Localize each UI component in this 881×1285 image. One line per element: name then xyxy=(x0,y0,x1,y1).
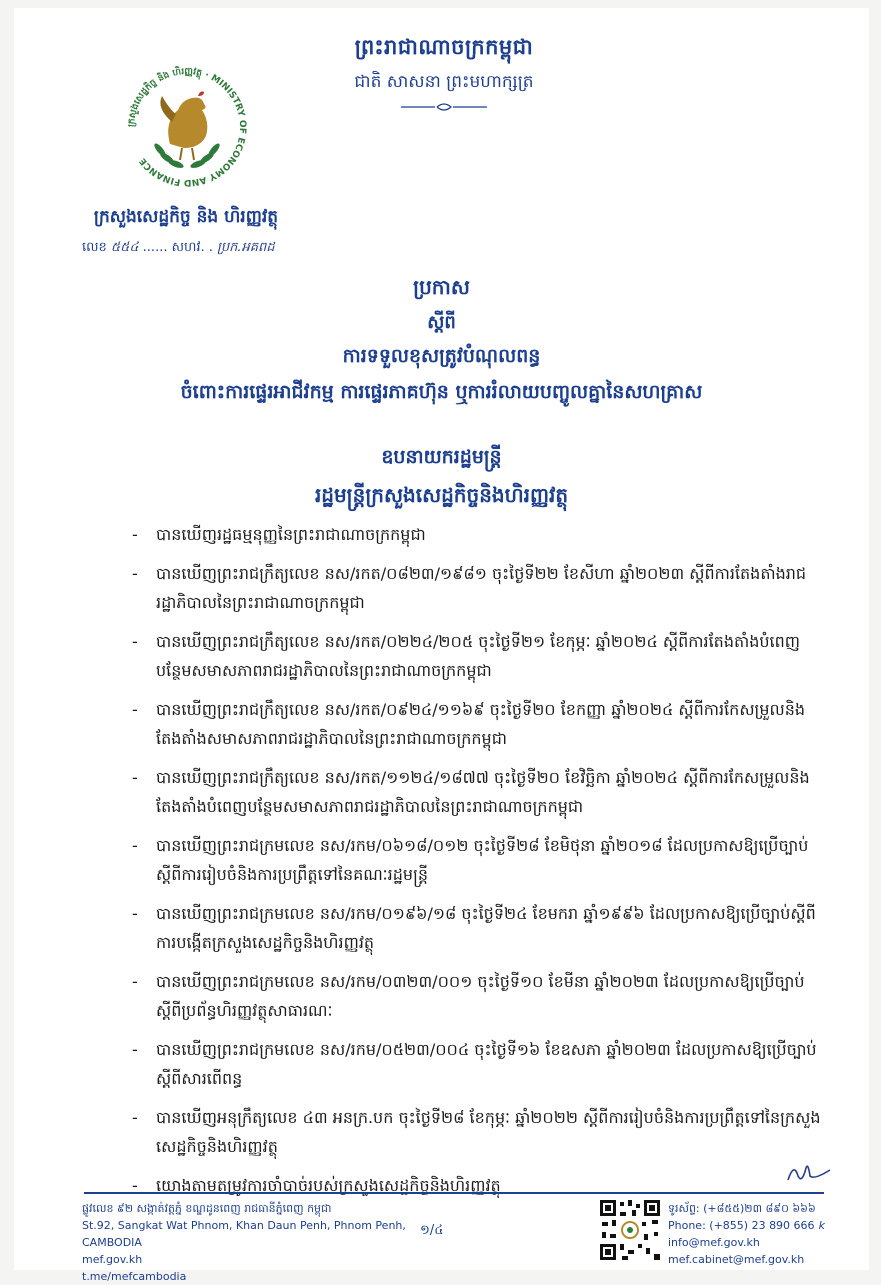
rooster-icon xyxy=(160,92,207,161)
address-english: St.92, Sangkat Wat Phnom, Khan Daun Penh, Phnom Penh, CAMBODIA xyxy=(82,1219,406,1249)
list-item: - បានឃើញព្រះរាជក្រមលេខ នស/រកម/០១៩៦/១៨ ចុះថ្ងៃទី២៤ ខែមករា ឆ្នាំ១៩៩៦ ដែលប្រកាសឱ្យប្រើច្បាប់ស្ដីពីការបង្កើតក្រសួងសេដ្ឋកិច្ចនិងហិរញ្ញវត្ថុ xyxy=(132,904,816,952)
phone-english: Phone: (+855) 23 890 666 xyxy=(668,1219,815,1232)
footer-address xyxy=(82,1200,412,1285)
logo-ring-text: ក្រសួងសេដ្ឋកិច្ច និង ហិរញ្ញវត្ថុ · MINISTRY OF ECONOMY AND FINANCE xyxy=(126,66,248,188)
ministry-name: ក្រសួងសេដ្ឋកិច្ច និង ហិរញ្ញវត្ថុ xyxy=(93,207,279,227)
address-khmer: ផ្លូវលេខ ៩២ សង្កាត់វត្តភ្នំ ខណ្ឌដូនពេញ រាជធានីភ្នំពេញ កម្ពុជា xyxy=(82,1202,332,1215)
kingdom-title: ព្រះរាជាណាចក្រកម្ពុជា xyxy=(354,35,534,59)
about-label: ស្ដីពី xyxy=(427,312,456,333)
subject-line-2: ចំពោះការផ្ទេរអាជីវកម្ម ការផ្ទេរភាគហ៊ុន ឬការរំលាយបញ្ចូលគ្នានៃសហគ្រាស xyxy=(180,381,703,403)
kingdom-header xyxy=(314,34,574,112)
document-page xyxy=(14,8,869,1283)
national-motto: ជាតិ សាសនា ព្រះមហាក្សត្រ xyxy=(354,72,534,92)
ref-org: សហវ. xyxy=(171,240,205,255)
list-item: - យោងតាមតម្រូវការចាំបាច់របស់ក្រសួងសេដ្ឋកិច្ចនិងហិរញ្ញវត្ថុ xyxy=(132,1176,501,1195)
ministry-logo xyxy=(112,52,262,202)
authority-line-1: ឧបនាយករដ្ឋមន្ត្រី xyxy=(381,446,502,468)
reference-number: លេខ ៥៥៤ ...... សហវ. . ប្រក.អគពដ xyxy=(82,240,275,255)
footer-divider xyxy=(84,1192,824,1194)
list-item: - បានឃើញរដ្ឋធម្មនុញ្ញនៃព្រះរាជាណាចក្រកម្ពុជា xyxy=(132,525,426,544)
list-item: - បានឃើញព្រះរាជក្រឹត្យលេខ នស/រកត/០៩២៤/១១៦៩ ចុះថ្ងៃទី២០ ខែកញ្ញា ឆ្នាំ២០២៤ ស្ដីពីការកែសម្រួលនិងតែងតាំងសមាសភាពរាជរដ្ឋាភិបាលនៃព្រះរាជាណាចក្រកម្ពុជា xyxy=(132,700,806,748)
list-item: - បានឃើញព្រះរាជក្រឹត្យលេខ នស/រកត/០២២៤/២០៥ ចុះថ្ងៃទី២១ ខែកុម្ភៈ ឆ្នាំ២០២៤ ស្ដីពីការតែងតាំងបំពេញបន្ថែមសមាសភាពរាជរដ្ឋាភិបាលនៃព្រះរាជាណាចក្រកម្ពុជា xyxy=(132,632,800,680)
list-item: - បានឃើញព្រះរាជក្រមលេខ នស/រកម/០៥២៣/០០៤ ចុះថ្ងៃទី១៦ ខែឧសភា ឆ្នាំ២០២៣ ដែលប្រកាសឱ្យប្រើច្បាប់ស្ដីពីសារពើពន្ធ xyxy=(132,1040,817,1088)
initial-signature xyxy=(784,1158,834,1186)
list-item: - បានឃើញព្រះរាជក្រមលេខ នស/រកម/០៣២៣/០០១ ចុះថ្ងៃទី១០ ខែមីនា ឆ្នាំ២០២៣ ដែលប្រកាសឱ្យប្រើច្បាប់ស្ដីពីប្រព័ន្ធហិរញ្ញវត្ថុសាធារណៈ xyxy=(132,972,805,1020)
email-cabinet[interactable]: mef.cabinet@mef.gov.kh xyxy=(668,1253,805,1266)
considerations-list xyxy=(132,520,822,1210)
ref-label: លេខ xyxy=(82,240,107,255)
list-item: - បានឃើញព្រះរាជក្រឹត្យលេខ នស/រកត/០៨២៣/១៩៨១ ចុះថ្ងៃទី២២ ខែសីហា ឆ្នាំ២០២៣ ស្ដីពីការតែងតាំងរាជរដ្ឋាភិបាលនៃព្រះរាជាណាចក្រកម្ពុជា xyxy=(132,564,807,612)
ref-code: ប្រក.អគពដ xyxy=(217,240,275,255)
list-item: - បានឃើញអនុក្រឹត្យលេខ ៤៣ អនក្រ.បក ចុះថ្ងៃទី២៨ ខែកុម្ភៈ ឆ្នាំ២០២២ ស្ដីពីការរៀបចំនិងការប្រព្រឹត្តទៅនៃក្រសួងសេដ្ឋកិច្ចនិងហិរញ្ញវត្ថុ xyxy=(132,1108,821,1156)
ref-number: ៥៥៤ xyxy=(110,240,139,255)
telegram-link[interactable]: t.me/mefcambodia xyxy=(82,1270,187,1283)
flourish-divider xyxy=(399,102,489,112)
website-link[interactable]: mef.gov.kh xyxy=(82,1253,143,1266)
initial-mark: k xyxy=(818,1219,825,1232)
authority-line-2: រដ្ឋមន្ត្រីក្រសួងសេដ្ឋកិច្ចនិងហិរញ្ញវត្ថុ xyxy=(314,483,569,507)
subject-line-1: ការទទួលខុសត្រូវបំណុលពន្ធ xyxy=(342,345,541,367)
email-info[interactable]: info@mef.gov.kh xyxy=(668,1236,760,1249)
qr-code-icon xyxy=(598,1198,662,1262)
list-item: - បានឃើញព្រះរាជក្រឹត្យលេខ នស/រកត/១១២៤/១៨៧៧ ចុះថ្ងៃទី២០ ខែវិច្ឆិកា ឆ្នាំ២០២៤ ស្ដីពីការកែសម្រួលនិងតែងតាំងបំពេញបន្ថែមសមាសភាពរាជរដ្ឋាភិបាលនៃព្រះរាជាណាចក្រកម្ពុជា xyxy=(132,768,810,816)
phone-khmer: ទូរស័ព្ទ: (+៨៥៥)២៣ ៨៩០ ៦៦៦ xyxy=(668,1202,816,1215)
doc-type-title: ប្រកាស xyxy=(413,275,470,299)
list-item: - បានឃើញព្រះរាជក្រមលេខ នស/រកម/០៦១៨/០១២ ចុះថ្ងៃទី២៨ ខែមិថុនា ឆ្នាំ២០១៨ ដែលប្រកាសឱ្យប្រើច្បាប់ស្ដីពីការរៀបចំនិងការប្រព្រឹត្តទៅនៃគណៈរដ្ឋមន្ត្រី xyxy=(132,836,809,884)
page-number: ១/៤ xyxy=(420,1223,444,1238)
footer-contact xyxy=(668,1200,825,1268)
